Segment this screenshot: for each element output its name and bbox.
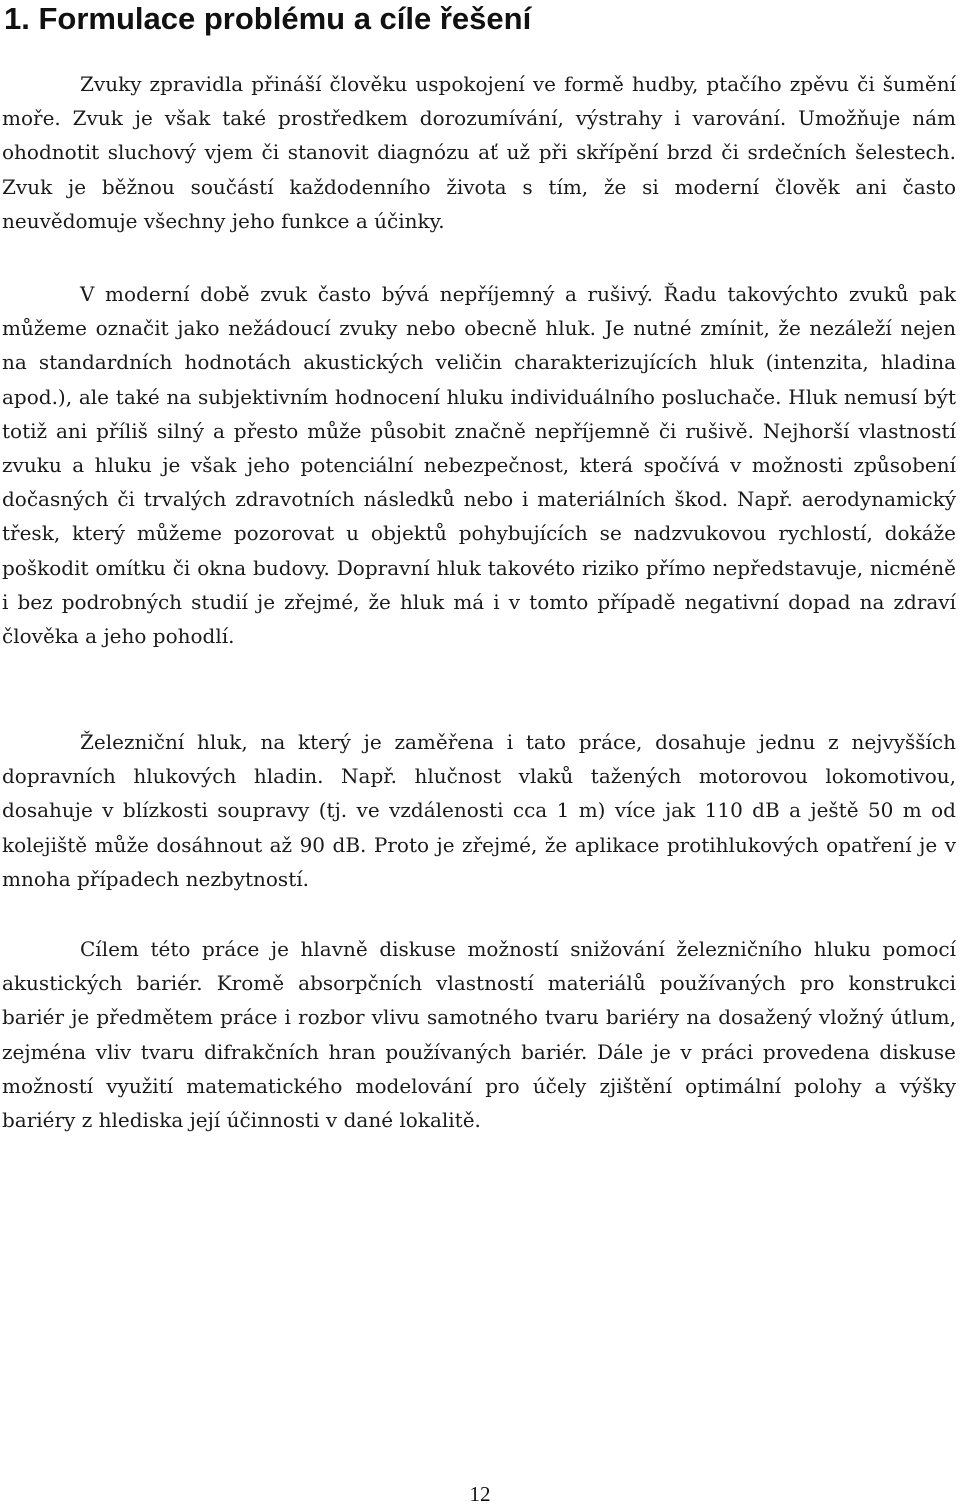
section-heading: 1. Formulace problému a cíle řešení <box>4 1 532 36</box>
paragraph-noise: V moderní době zvuk často bývá nepříjemný a rušivý. Řadu takovýchto zvuků pak můžeme označit jako nežádoucí zvuky nebo obecně hluk. Je nutné zmínit, že nezáleží nejen na standardních hodnotách akustických veličin charakterizujících hluk (intenzita, hladina apod.), ale také na subjektivním hodnocení hluku individuálního posluchače. Hluk nemusí být totiž ani příliš silný a přesto může působit značně nepříjemně či rušivě. Nejhorší vlastností zvuku a hluku je však jeho potenciální nebezpečnost, která spočívá v možnosti způsobení dočasných či trvalých zdravotních následků nebo i materiálních škod. Např. aerodynamický třesk, který můžeme pozorovat u objektů pohybujících se nadzvukovou rychlostí, dokáže poškodit omítku či okna budovy. Dopravní hluk takovéto riziko přímo nepředstavuje, nicméně i bez podrobných studií je zřejmé, že hluk má i v tomto případě negativní dopad na zdraví člověka a jeho pohodlí. <box>2 282 956 649</box>
paragraph-railway-noise: Železniční hluk, na který je zaměřena i tato práce, dosahuje jednu z nejvyšších dopravních hlukových hladin. Např. hlučnost vlaků tažených motorovou lokomotivou, dosahuje v blízkosti soupravy (tj. ve vzdálenosti cca 1 m) více jak 110 dB a ještě 50 m od kolejiště může dosáhnout až 90 dB. Proto je zřejmé, že aplikace protihlukových opatření je v mnoha případech nezbytností. <box>2 730 956 891</box>
paragraph-goals: Cílem této práce je hlavně diskuse možností snižování železničního hluku pomocí akustických bariér. Kromě absorpčních vlastností materiálů používaných pro konstrukci bariér je předmětem práce i rozbor vlivu samotného tvaru bariéry na dosažený vložný útlum, zejména vliv tvaru difrakčních hran používaných bariér. Dále je v práci provedena diskuse možností využití matematického modelování pro účely zjištění optimální polohy a výšky bariéry z hlediska její účinnosti v dané lokalitě. <box>2 937 956 1133</box>
paragraph-intro: Zvuky zpravidla přináší člověku uspokojení ve formě hudby, ptačího zpěvu či šumění moře. Zvuk je však také prostředkem dorozumívání, výstrahy i varování. Umožňuje nám ohodnotit sluchový vjem či stanovit diagnózu ať už při skřípění brzd či srdečních šelestech. Zvuk je běžnou součástí každodenního života s tím, že si moderní člověk ani často neuvědomuje všechny jeho funkce a účinky. <box>2 72 956 233</box>
page-number: 12 <box>469 1482 491 1506</box>
